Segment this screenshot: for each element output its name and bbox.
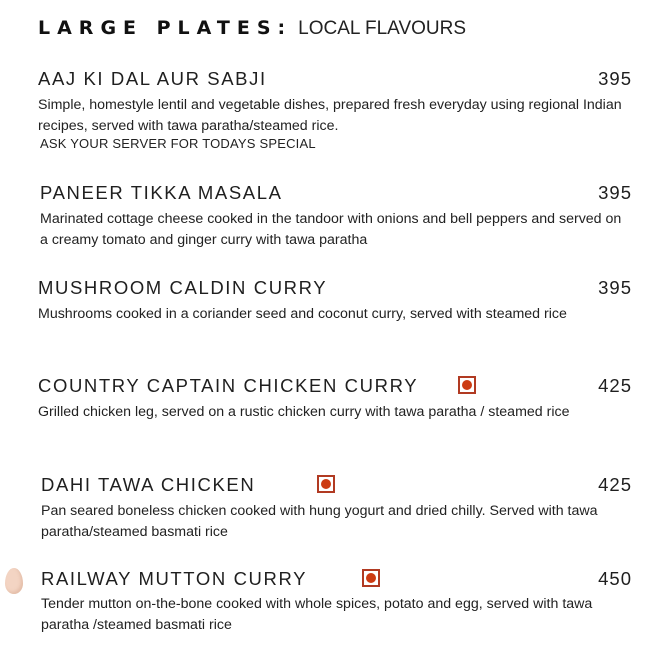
item-description: Mushrooms cooked in a coriander seed and coconut curry, served with steamed rice	[38, 306, 567, 322]
egg-icon	[5, 568, 23, 594]
item-name: MUSHROOM CALDIN CURRY	[38, 277, 328, 298]
section-title: LARGE PLATES:	[38, 17, 293, 39]
item-price: 450	[598, 568, 632, 589]
item-name: DAHI TAWA CHICKEN	[41, 474, 256, 495]
non-veg-icon	[317, 475, 335, 493]
menu-item	[41, 568, 632, 635]
non-veg-icon	[362, 569, 380, 587]
item-description: Simple, homestyle lentil and vegetable dishes, prepared fresh everyday using regional Indian recipes, served with tawa paratha/steamed rice.	[38, 97, 622, 134]
menu-item	[38, 68, 632, 152]
item-price: 425	[598, 474, 632, 495]
item-note: ASK YOUR SERVER FOR TODAYS SPECIAL	[40, 136, 316, 151]
item-name: AAJ KI DAL AUR SABJI	[38, 68, 267, 89]
non-veg-icon	[458, 376, 476, 394]
menu-item	[38, 277, 632, 325]
section-subtitle: LOCAL FLAVOURS	[298, 18, 467, 39]
item-description: Pan seared boneless chicken cooked with hung yogurt and dried chilly. Served with tawa paratha/steamed basmati rice	[41, 503, 598, 540]
item-price: 425	[598, 375, 632, 396]
menu-item	[41, 474, 632, 542]
menu-item	[40, 182, 632, 250]
item-name: COUNTRY CAPTAIN CHICKEN CURRY	[38, 375, 419, 396]
section-heading	[38, 17, 466, 40]
item-description: Grilled chicken leg, served on a rustic chicken curry with tawa paratha / steamed rice	[38, 404, 570, 420]
item-description: Marinated cottage cheese cooked in the tandoor with onions and bell peppers and served on a creamy tomato and ginger curry with tawa paratha	[40, 211, 622, 248]
item-price: 395	[598, 277, 632, 298]
menu-item	[38, 375, 632, 423]
item-description: Tender mutton on-the-bone cooked with whole spices, potato and egg, served with tawa paratha /steamed basmati rice	[41, 596, 593, 633]
item-name: RAILWAY MUTTON CURRY	[41, 568, 308, 589]
item-price: 395	[598, 68, 632, 89]
item-name: PANEER TIKKA MASALA	[40, 182, 283, 203]
item-price: 395	[598, 182, 632, 203]
